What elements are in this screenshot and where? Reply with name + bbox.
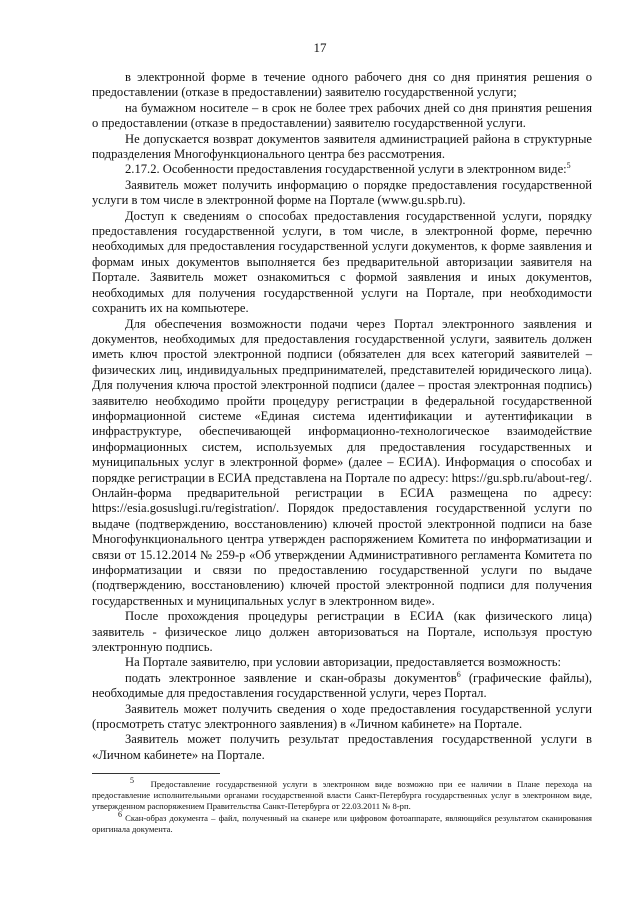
footnote-ref-6: 6 [456, 669, 461, 679]
footnote-text: Предоставление государственной услуги в электронном виде возможно при ее наличии в Плане перехода на предоставление исполнительными органами государственной власти Санкт-Петербурга государственных услуг в электронном виде, утвержденном распоряжением Правительства Санкт-Петербурга от 22.03.2011 № 8-рп. [92, 779, 592, 812]
paragraph: Заявитель может получить результат предоставления государственной услуги в «Личном кабинете» на Портале. [92, 732, 592, 762]
body-text [92, 70, 592, 763]
footnote-ref-5: 5 [566, 161, 571, 171]
paragraph-text: (графические файлы), необходимые для предоставления государственной услуги, через Портал. [92, 670, 592, 701]
paragraph: на бумажном носителе – в срок не более трех рабочих дней со дня принятия решения о предоставлении (отказе в предоставлении) заявителю государственной услуги. [92, 100, 592, 131]
paragraph-text: 2.17.2. Особенности предоставления государственной услуги в электронном виде: [125, 162, 567, 177]
paragraph: Для обеспечения возможности подачи через Портал электронного заявления и документов, необходимых для предоставления государственной услуги, заявитель должен иметь ключ простой электронной подписи (обязателен для всех категорий заявителей – физических лиц, индивидуальных предпринимателей, представителей юридического лица). Для получения ключа простой электронной подписи (далее – простая электронная подпись) заявителю необходимо пройти процедуру регистрации в федеральной государственной информационной системе «Единая система идентификации и аутентификации в инфраструктуре, обеспечивающей информационно-технологическое взаимодействие информационных систем, используемых для предоставления государственных и муниципальных услуг в электронной форме» (далее – ЕСИА). Информация о способах и порядке регистрации в ЕСИА представлена на Портале по адресу: https://gu.spb.ru/about-reg/. Онлайн-форма предварительной регистрации в ЕСИА размещена по адресу: https://esia.gosuslugi.ru/registration/. Порядок предоставления государственной услуги по выдаче (подтверждению, восстановлению) ключей простой электронной подписи на базе Многофункционального центра утвержден распоряжением Комитета по информатизации и связи от 15.12.2014 № 259-р «Об утверждении Административного регламента Комитета по информатизации и связи по предоставлению государственной услуги по выдаче (подтверждению, восстановлению) ключей простой электронной подписи для получения государственных и муниципальных услуг в электронном виде». [92, 316, 592, 608]
paragraph: Заявитель может получить информацию о порядке предоставления государственной услуги в том числе в электронной форме на Портале (www.gu.spb.ru). [92, 177, 592, 208]
footnote-mark-5: 5 [130, 776, 134, 786]
page-number: 17 [313, 40, 327, 55]
paragraph: На Портале заявителю, при условии авторизации, предоставляется возможность: [125, 655, 562, 670]
footnote-mark-6: 6 [118, 809, 122, 819]
footnote-5 [92, 776, 592, 813]
paragraph: После прохождения процедуры регистрации в ЕСИА (как физического лица) заявитель - физическое лицо должен авторизоваться на Портале, используя простую электронную подпись. [92, 609, 592, 655]
footnote-text: Скан-образ документа – файл, полученный на сканере или цифровом фотоаппарате, являющийся результатом сканирования оригинала документа. [92, 812, 592, 834]
footnote-6 [92, 809, 592, 835]
paragraph [92, 671, 592, 702]
paragraph: в электронной форме в течение одного рабочего дня со дня принятия решения о предоставлении (отказе в предоставлении) заявителю государственной услуги; [92, 70, 592, 100]
paragraph: Заявитель может получить сведения о ходе предоставления государственной услуги (просмотреть статус электронного заявления) в «Личном кабинете» на Портале. [92, 701, 592, 732]
footnote-separator [92, 773, 220, 774]
paragraph [92, 162, 592, 177]
paragraph-text: подать электронное заявление и скан-образы документов [125, 670, 457, 685]
footnotes [92, 776, 592, 835]
paragraph: Не допускается возврат документов заявителя администрацией района в структурные подразделения Многофункционального центра без рассмотрения. [92, 131, 592, 162]
paragraph: Доступ к сведениям о способах предоставления государственной услуги, порядку предоставления государственной услуги, в том числе, в электронной форме, перечню необходимых для предоставления государственной услуги документов, к форме заявления и формам иных документов выполняется без предварительной авторизации заявителя на Портале. Заявитель может ознакомиться с формой заявления и иных документов, необходимых для получения государственной услуги на Портале, при необходимости сохранить их на компьютере. [92, 208, 592, 316]
